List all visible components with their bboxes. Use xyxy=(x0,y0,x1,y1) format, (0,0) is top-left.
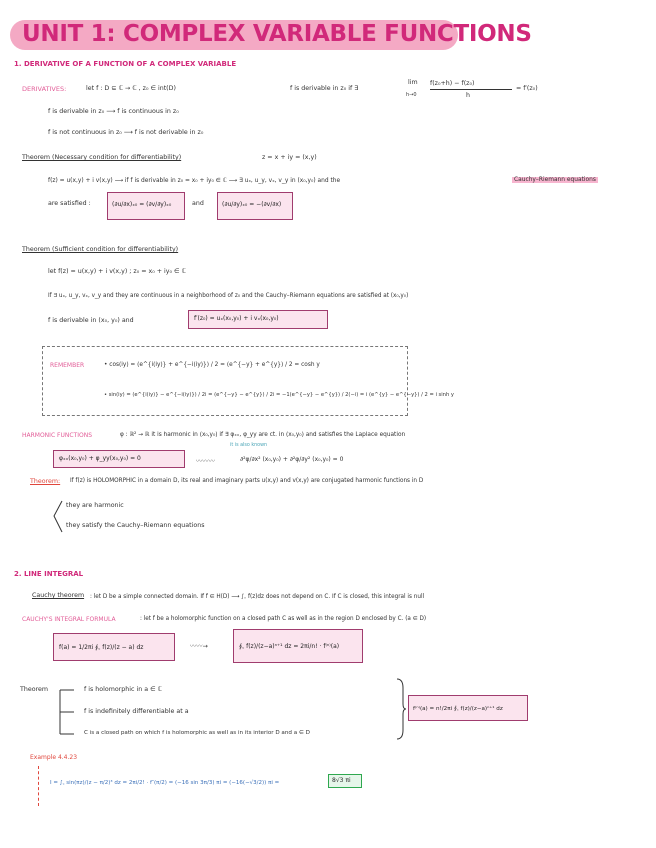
derivatives-definition: let f : D ⊆ ℂ → ℂ , z₀ ∈ int(D) xyxy=(86,85,176,92)
example-equation: I = ∫꜀ sin(πz)/(z − π/2)³ dz = 2πi/2! · f″(π/2) = (−16 sin 3π/3) πi = (−16(−√3/2)) πi = xyxy=(50,780,280,786)
theorem-branch-3: C is a closed path on which f is holomorphic as well as in its interior D and a ∈ D xyxy=(84,730,310,736)
limit-subscript: h→0 xyxy=(406,92,417,98)
derivative-formula-box xyxy=(188,310,328,329)
implication-not-derivable: f is not continuous in z₀ ⟶ f is not derivable in z₀ xyxy=(48,129,204,136)
theorem-sufficient-let: let f(z) = u(x,y) + i v(x,y) ; z₀ = x₀ + iy₀ ∈ ℂ xyxy=(48,268,186,275)
theorem-label: Theorem xyxy=(20,686,49,693)
satisfied-label: are satisfied : xyxy=(48,200,91,207)
difference-quotient-denominator: h xyxy=(466,92,470,99)
page-title: UNIT 1: COMPLEX VARIABLE FUNCTIONS xyxy=(22,21,532,47)
brace-right xyxy=(396,678,406,740)
harmonic-bullet-1: they are harmonic xyxy=(66,502,124,509)
laplace-equation: φₓₓ(x₀,y₀) + φ_yy(x₀,y₀) = 0 xyxy=(59,455,141,462)
nth-derivative-formula: f⁽ⁿ⁾(a) = n!/2πi ∮꜀ f(z)/(z−a)ⁿ⁺¹ dz xyxy=(413,706,503,712)
derivative-result: = f′(z₀) xyxy=(516,85,538,92)
example-result: 8√3 πi xyxy=(332,777,351,784)
brace-left xyxy=(52,500,64,534)
wave-arrow-2: 〰〰→ xyxy=(190,643,208,650)
cif-formula: f(a) = 1/2πi ∮꜀ f(z)/(z − a) dz xyxy=(59,644,144,651)
section-2-heading: 2. LINE INTEGRAL xyxy=(14,570,84,578)
sin-identity: • sin(iy) = (e^{i(iy)} − e^{−i(iy)}) / 2i = (e^{−y} − e^{y}) / 2i = −1(e^{−y} − e^{y}) / 2(−i) = i (e^{y} − e^{−y}) / 2 = i sinh y xyxy=(104,392,454,398)
cauchy-riemann-highlight: Cauchy–Riemann equations xyxy=(514,177,596,183)
cif-text: : let f be a holomorphic function on a closed path C as well as in the region D enclosed by C. (a ∈ D) xyxy=(140,616,427,622)
cr-equation-box-2 xyxy=(217,192,293,220)
example-label: Example 4.4.23 xyxy=(30,754,78,761)
limit-symbol: lim xyxy=(408,79,418,86)
cauchy-theorem-label: Cauchy theorem xyxy=(32,592,85,599)
cif-derivative-formula: ∮꜀ f(z)/(z−a)ⁿ⁺¹ dz = 2πi/n! · f⁽ⁿ⁾(a) xyxy=(239,643,340,650)
cif-derivative-box xyxy=(233,629,363,663)
theorem-necessary-label: Theorem (Necessary condition for differentiability) xyxy=(22,154,182,161)
theorem-necessary-statement: f(z) = u(x,y) + i v(x,y) ⟶ if f is derivable in z₀ = x₀ + iy₀ ∈ ℂ ⟶ ∃ uₓ, u_y, vₓ, v_y in (x₀,y₀) and the xyxy=(48,178,341,184)
harmonic-label: HARMONIC FUNCTIONS xyxy=(22,432,93,439)
example-margin-line xyxy=(38,766,39,806)
cif-formula-box xyxy=(53,633,175,661)
theorem-sufficient-condition: If ∃ uₓ, u_y, vₓ, v_y and they are continuous in a neighborhood of z₀ and the Cauchy–Riemann equations are satisfied at (x₀,y₀) xyxy=(48,293,409,299)
wave-arrow: 〰〰〰 xyxy=(196,458,215,465)
laplace-partial-form: ∂²φ/∂x² (x₀,y₀) + ∂²φ/∂y² (x₀,y₀) = 0 xyxy=(240,456,344,463)
cif-label: CAUCHY'S INTEGRAL FORMULA xyxy=(22,616,116,623)
section-1-heading: 1. DERIVATIVE OF A FUNCTION OF A COMPLEX VARIABLE xyxy=(14,60,237,68)
fraction-bar xyxy=(430,89,512,90)
implication-continuity: f is derivable in z₀ ⟶ f is continuous in z₀ xyxy=(48,108,179,115)
also-known-note: it is also known xyxy=(230,443,268,448)
cr-equation-box-1 xyxy=(107,192,185,220)
nth-derivative-box xyxy=(408,695,528,721)
tree-lines xyxy=(58,690,78,738)
and-label: and xyxy=(192,200,204,207)
cos-identity: • cos(iy) = (e^{i(iy)} + e^{−i(iy)}) / 2 = (e^{−y} + e^{y}) / 2 = cosh y xyxy=(104,362,320,368)
difference-quotient-numerator: f(z₀+h) − f(z₀) xyxy=(430,80,475,87)
harmonic-definition: φ : ℝ² → ℝ it is harmonic in (x₀,y₀) if ∃ φₓₓ, φ_yy are ct. in (x₀,y₀) and satisfies the Laplace equation xyxy=(120,432,406,438)
harmonic-theorem: If f(z) is HOLOMORPHIC in a domain D, its real and imaginary parts u(x,y) and v(x,y) are conjugated harmonic functions in D xyxy=(70,478,424,484)
theorem-branch-2: f is indefinitely differentiable at a xyxy=(84,708,189,715)
remember-box xyxy=(42,346,408,416)
harmonic-theorem-label: Theorem: xyxy=(30,478,61,485)
theorem-branch-1: f is holomorphic in a ∈ ℂ xyxy=(84,686,162,693)
example-result-box xyxy=(328,774,362,788)
remember-label: REMEMBER xyxy=(50,362,85,369)
derivatives-label: DERIVATIVES: xyxy=(22,85,67,93)
complex-number-notation: z = x + iy = (x,y) xyxy=(262,154,317,161)
theorem-sufficient-conclusion: f is derivable in (x₀, y₀) and xyxy=(48,317,134,324)
cr-equation-2: (∂u/∂y)ₓ₀ = −(∂v/∂x) xyxy=(222,201,282,208)
derivable-condition: f is derivable in z₀ if ∃ xyxy=(290,85,359,92)
cr-equation-1: (∂u/∂x)ₓ₀ = (∂v/∂y)ₓ₀ xyxy=(112,201,172,208)
theorem-sufficient-label: Theorem (Sufficient condition for differentiability) xyxy=(22,246,179,253)
derivative-formula: f′(z₀) = uₓ(x₀,y₀) + i vₓ(x₀,y₀) xyxy=(194,315,279,322)
cauchy-theorem-text: : let D be a simple connected domain. If f ∈ H(D) ⟶ ∫꜀ f(z)dz does not depend on C. If C is closed, this integral is null xyxy=(90,594,425,600)
harmonic-bullet-2: they satisfy the Cauchy–Riemann equations xyxy=(66,522,205,529)
laplace-box xyxy=(53,450,185,468)
